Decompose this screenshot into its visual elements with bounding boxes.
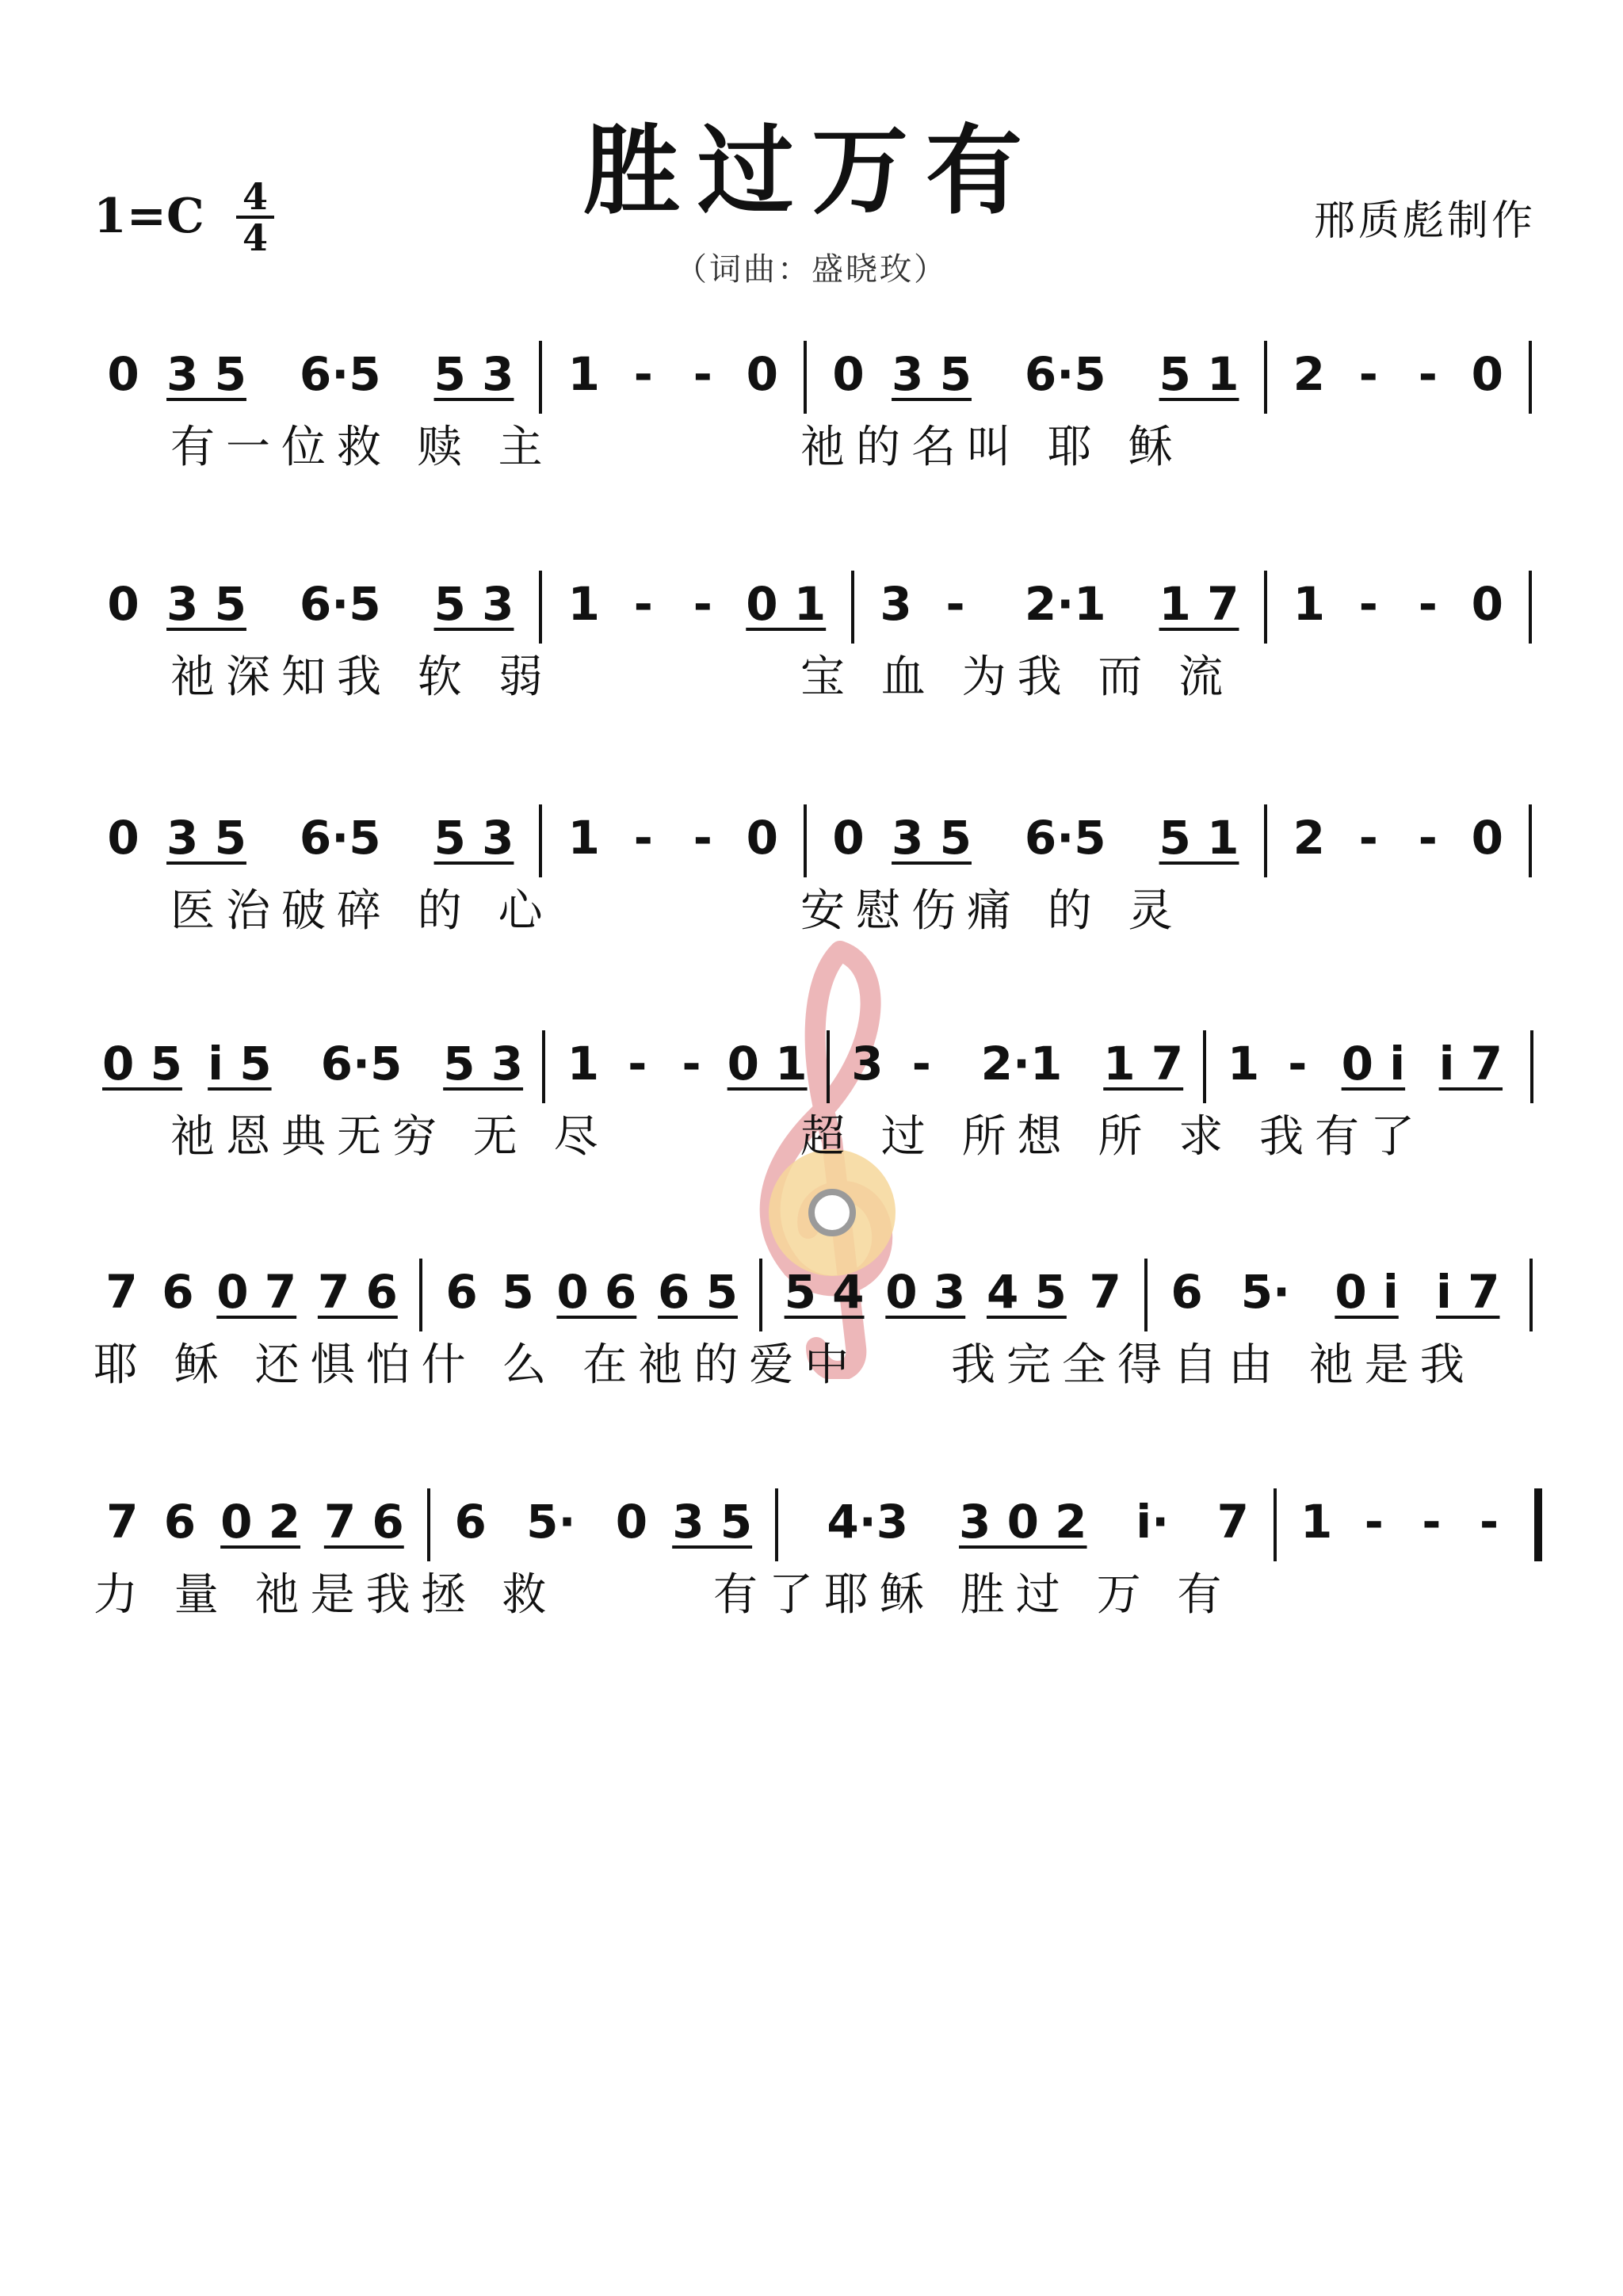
note-token: 6·5 (1024, 811, 1106, 865)
note-token: 0 3 (885, 1265, 966, 1319)
note-token: 0 (107, 347, 139, 401)
barline (759, 1259, 762, 1331)
note-token: 6·5 (320, 1037, 403, 1091)
note-token: 5 (502, 1265, 534, 1319)
note-token: - (693, 347, 712, 401)
notation-line (94, 797, 1544, 884)
note-token: i 7 (1436, 1265, 1500, 1319)
lyrics-line (0, 876, 1623, 947)
note-token: 3 (851, 1037, 884, 1091)
lyric-left: 力 量 祂是我拯 救 (94, 1569, 558, 1621)
note-token: i 5 (208, 1037, 272, 1091)
note-token: 0 7 (216, 1265, 297, 1319)
note-token: 0 5 (102, 1037, 182, 1091)
note-token: 4·3 (827, 1495, 909, 1549)
note-token: 1 7 (1103, 1037, 1184, 1091)
note-token: 5 3 (443, 1037, 524, 1091)
note-token: - (911, 1037, 931, 1091)
notation-line (94, 1251, 1544, 1338)
note-token: 0 6 (556, 1265, 637, 1319)
note-token: 5· (526, 1495, 576, 1549)
note-token: 1 (1293, 577, 1325, 631)
note-token: - (945, 577, 965, 631)
note-token: - (693, 577, 712, 631)
note-token: 5 3 (433, 347, 514, 401)
note-token: 6 5 (658, 1265, 738, 1319)
note-token: - (1358, 811, 1378, 865)
note-token: 2 (1293, 811, 1325, 865)
note-token: 5 3 (433, 577, 514, 631)
note-token: 7 (1089, 1265, 1121, 1319)
note-token: 1 (567, 577, 600, 631)
barline (427, 1488, 430, 1561)
note-token: - (1364, 1495, 1384, 1549)
notation-line (94, 1480, 1544, 1568)
lyric-right: 超 过 所想 所 求 我有了 (800, 1111, 1426, 1163)
note-token: 0 (832, 811, 865, 865)
note-token: 1 (1227, 1037, 1260, 1091)
lyric-right: 祂的名叫 耶 稣 (800, 422, 1184, 473)
barline (1530, 1030, 1533, 1103)
lyrics-music-credit: （词曲：盛晓玫） (675, 251, 948, 288)
lyrics-line (0, 1560, 1623, 1631)
note-token: - (1418, 577, 1438, 631)
note-token: 4 5 (986, 1265, 1067, 1319)
lyric-right: 宝 血 为我 而 流 (800, 651, 1235, 703)
note-token: - (628, 1037, 647, 1091)
barline (1529, 341, 1532, 414)
note-token: 3 5 (166, 347, 246, 401)
barline (539, 804, 542, 877)
note-token: 7 6 (323, 1495, 404, 1549)
note-token: - (1358, 577, 1378, 631)
lyrics-line (0, 1102, 1623, 1173)
lyric-right: 安慰伤痛 的 灵 (800, 885, 1184, 937)
note-token: 5 4 (784, 1265, 865, 1319)
note-token: 6·5 (299, 811, 381, 865)
lyric-left: 有一位救 赎 主 (170, 422, 554, 473)
note-token: 6 (163, 1495, 197, 1549)
note-token: 3 5 (166, 577, 246, 631)
barline (1264, 341, 1267, 414)
note-token: - (682, 1037, 701, 1091)
note-token: - (633, 577, 653, 631)
barline (1203, 1030, 1206, 1103)
barline (1264, 804, 1267, 877)
note-token: 0 (746, 811, 778, 865)
barline (1144, 1259, 1148, 1331)
note-token: 6·5 (1024, 347, 1106, 401)
note-token: 0 2 (220, 1495, 301, 1549)
time-signature-bottom: 4 (242, 216, 268, 259)
lyrics-line (0, 642, 1623, 713)
note-token: 2·1 (1024, 577, 1106, 631)
lyric-left: 祂深知我 软 弱 (170, 651, 554, 703)
lyrics-line (0, 1330, 1623, 1401)
note-token: 0 (615, 1495, 648, 1549)
note-token: 3 5 (672, 1495, 753, 1549)
note-token: 0 (1471, 347, 1503, 401)
barline (804, 341, 807, 414)
note-token: 0 (746, 347, 778, 401)
note-token: i 7 (1438, 1037, 1503, 1091)
note-token: 2·1 (980, 1037, 1063, 1091)
note-token: 6 (1170, 1265, 1203, 1319)
barline (539, 571, 542, 644)
lyric-right: 有了耶稣 胜过 万 有 (713, 1569, 1233, 1621)
key-signature: 1=C (94, 189, 204, 244)
note-token: 1 (1300, 1495, 1333, 1549)
note-token: - (1418, 347, 1438, 401)
note-token: 0 1 (727, 1037, 808, 1091)
notation-line (94, 333, 1544, 420)
note-token: - (1422, 1495, 1442, 1549)
barline (1264, 571, 1267, 644)
notation-line (94, 1022, 1544, 1110)
note-token: 0 (1471, 577, 1503, 631)
note-token: - (693, 811, 712, 865)
note-token: 0 (107, 811, 139, 865)
note-token: 1 (567, 1037, 600, 1091)
note-token: 7 (106, 1495, 139, 1549)
lyric-left: 耶 稣 还惧怕什 么 在祂的爱中 (94, 1339, 861, 1391)
note-token: 1 7 (1159, 577, 1239, 631)
barline (804, 804, 807, 877)
note-token: - (1358, 347, 1378, 401)
note-token: 1 (567, 347, 600, 401)
lyric-left: 医治破碎 的 心 (170, 885, 554, 937)
note-token: 3 5 (892, 811, 972, 865)
note-token: 0 1 (746, 577, 827, 631)
barline (539, 341, 542, 414)
note-token: - (633, 811, 653, 865)
notation-line (94, 563, 1544, 650)
note-token: - (1288, 1037, 1308, 1091)
barline (1529, 1259, 1533, 1331)
note-token: 6·5 (299, 347, 381, 401)
note-token: 6·5 (299, 577, 381, 631)
note-token: 6 (445, 1265, 478, 1319)
note-token: 5 1 (1159, 347, 1239, 401)
note-token: 0 (1471, 811, 1503, 865)
barline (1274, 1488, 1277, 1561)
lyric-left: 祂恩典无穷 无 尽 (170, 1111, 609, 1163)
final-barline (1534, 1488, 1542, 1561)
note-token: 3 (880, 577, 912, 631)
note-token: 1 (567, 811, 600, 865)
note-token: 3 0 2 (959, 1495, 1087, 1549)
note-token: 5· (1240, 1265, 1291, 1319)
maker-credit: 邢质彪制作 (1313, 197, 1536, 245)
note-token: 0 (107, 577, 139, 631)
barline (851, 571, 854, 644)
note-token: 7 (105, 1265, 138, 1319)
song-title: 胜过万有 (583, 113, 1040, 227)
note-token: 6 (454, 1495, 487, 1549)
lyrics-line (0, 412, 1623, 483)
note-token: 0 i (1335, 1265, 1399, 1319)
barline (827, 1030, 830, 1103)
note-token: - (633, 347, 653, 401)
barline (775, 1488, 778, 1561)
barline (542, 1030, 545, 1103)
note-token: - (1479, 1495, 1499, 1549)
note-token: 3 5 (892, 347, 972, 401)
note-token: - (1418, 811, 1438, 865)
note-token: 7 (1216, 1495, 1250, 1549)
time-signature-top: 4 (242, 175, 268, 218)
note-token: 5 1 (1159, 811, 1239, 865)
note-token: 0 (832, 347, 865, 401)
note-token: i· (1136, 1495, 1170, 1549)
note-token: 2 (1293, 347, 1325, 401)
note-token: 5 3 (433, 811, 514, 865)
note-token: 3 5 (166, 811, 246, 865)
note-token: 7 6 (317, 1265, 398, 1319)
barline (419, 1259, 422, 1331)
barline (1529, 804, 1532, 877)
note-token: 0 i (1341, 1037, 1406, 1091)
barline (1529, 571, 1532, 644)
note-token: 6 (162, 1265, 194, 1319)
lyric-right: 我完全得自由 祂是我 (951, 1339, 1476, 1391)
